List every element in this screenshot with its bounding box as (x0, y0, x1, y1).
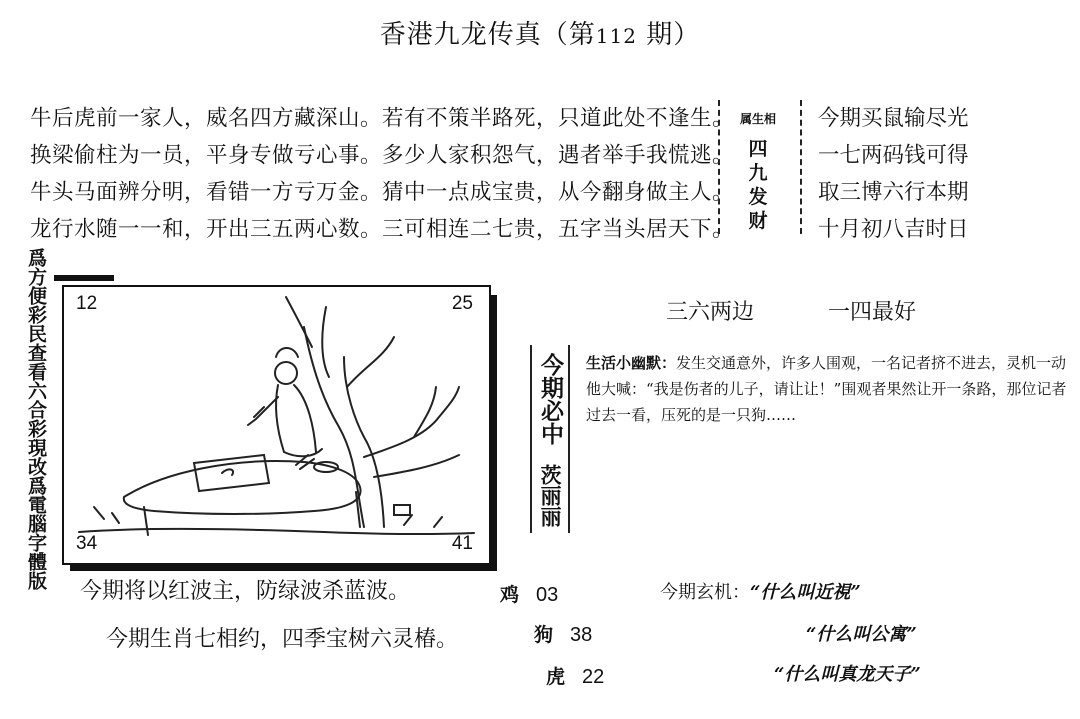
mystic-label: 今期玄机： (660, 582, 750, 603)
poem-line: 龙行水随一一和，开出三五两心数。三可相连二七贵，五字当头居天下。 (30, 217, 735, 242)
number-bottom-left: 34 (76, 533, 98, 554)
zodiac-entry (546, 662, 604, 689)
joke-paragraph (586, 350, 1072, 428)
issue-number: 112 (595, 24, 637, 48)
badge-head: 属生相 (739, 112, 776, 126)
poem-line: 牛后虎前一家人，威名四方藏深山。若有不策半路死，只道此处不逢生。 (30, 106, 735, 131)
number-top-right: 25 (451, 293, 473, 314)
zodiac-number: 03 (536, 584, 559, 606)
main-poem (30, 100, 735, 248)
joke-label: 生活小幽默： (586, 354, 677, 372)
panel-corner-mark (54, 275, 114, 281)
mystic-line: “什么叫真龙天子” (774, 664, 921, 685)
right-poem-line: 今期买鼠输尽光 (818, 106, 969, 131)
title-suffix: 期） (646, 20, 701, 50)
zodiac-animal: 虎 (546, 666, 566, 688)
zodiac-animal: 狗 (534, 624, 554, 646)
zodiac-line: 今期生肖七相约，四季宝树六灵椿。 (106, 627, 459, 652)
frame-shadow-right (491, 295, 497, 565)
mystic-line: “什么叫近視” (750, 582, 861, 603)
right-poem-line: 一七两码钱可得 (818, 143, 969, 168)
mystic-line: “什么叫公寓” (806, 624, 917, 645)
page-title (0, 14, 1080, 51)
zodiac-number: 22 (582, 666, 605, 688)
zodiac-animal: 鸡 (500, 584, 520, 606)
badge-char: 财 (748, 210, 768, 232)
zodiac-entry (534, 620, 592, 647)
title-prefix: 香港九龙传真（第 (379, 20, 596, 50)
joke-text: 发生交通意外，许多人围观，一名记者挤不进去，灵机一动他大喊：“我是伤者的儿子，请让让！”围观者果然让开一条路，那位记者过去一看，压死的是一只狗…… (586, 354, 1067, 424)
badge-char: 九 (748, 162, 768, 184)
zodiac-badge (712, 100, 804, 234)
number-top-left: 12 (76, 293, 98, 314)
side-note: 爲方便彩民查看六合彩現改爲電腦字體版 (25, 248, 47, 590)
number-bottom-right: 41 (451, 533, 473, 554)
poem-line: 换梁偷柱为一员，平身专做亏心事。多少人家积怨气，遇者举手我慌逃。 (30, 143, 735, 168)
slogan-right: 一四最好 (828, 300, 917, 325)
must-hit-answer: 茨丽丽 (538, 463, 563, 527)
illustration-frame (62, 285, 491, 565)
frame-shadow-bottom (70, 565, 497, 571)
must-hit-label: 今期必中 (537, 353, 564, 445)
slogan (666, 295, 916, 326)
scholar-writing-illustration (64, 287, 489, 563)
poem-line: 牛头马面辨分明，看错一方亏万金。猜中一点成宝贵，从今翻身做主人。 (30, 180, 735, 205)
badge-char: 发 (748, 186, 768, 208)
mystic-clue (660, 578, 861, 604)
slogan-left: 三六两边 (666, 300, 755, 325)
zodiac-entry (500, 580, 558, 607)
illustration-panel (54, 275, 495, 567)
right-poem (818, 100, 998, 248)
zodiac-number: 38 (570, 624, 593, 646)
right-poem-line: 十月初八吉时日 (818, 217, 969, 242)
wave-line: 今期将以红波主，防绿波杀蓝波。 (80, 579, 411, 604)
right-poem-line: 取三博六行本期 (818, 180, 969, 205)
badge-char: 四 (748, 138, 768, 160)
must-hit-box (530, 345, 570, 533)
